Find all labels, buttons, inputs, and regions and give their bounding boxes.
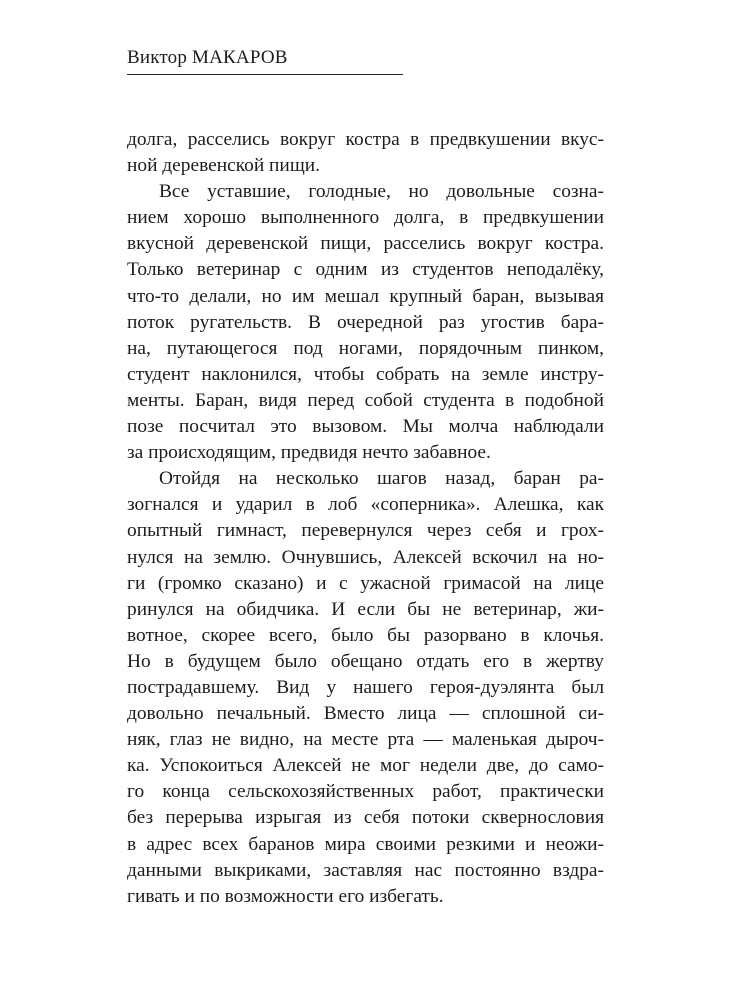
text-line: пострадавшему. Вид у нашего героя-дуэлянта был xyxy=(127,676,604,698)
running-head-author: Виктор МАКАРОВ xyxy=(127,47,288,68)
text-line: гивать и по возможности его избегать. xyxy=(127,885,444,907)
text-line: позе посчитал это вызовом. Мы молча наблюдали xyxy=(127,416,604,438)
text-line: вотное, скорее всего, было бы разорвано в клочья. xyxy=(127,624,604,646)
text-line: го конца сельскохозяйственных работ, практически xyxy=(127,781,604,803)
text-line: опытный гимнаст, перевернулся через себя и грох- xyxy=(127,520,604,542)
text-line: Но в будущем было обещано отдать его в жертву xyxy=(127,650,604,672)
body-text xyxy=(127,127,604,910)
text-line: Отойдя на несколько шагов назад, баран ра- xyxy=(159,468,604,490)
text-line: ка. Успокоиться Алексей не мог недели две, до само- xyxy=(127,755,604,777)
text-line: поток ругательств. В очередной раз угостив бара- xyxy=(127,311,604,333)
text-line: нием хорошо выполненного долга, в предвкушении xyxy=(127,207,604,229)
text-line: довольно печальный. Вместо лица — сплошной си- xyxy=(127,703,604,725)
text-line: нулся на землю. Очнувшись, Алексей вскочил на но- xyxy=(127,546,604,568)
text-line: данными выкриками, заставляя нас постоянно вздра- xyxy=(127,859,604,881)
text-line: няк, глаз не видно, на месте рта — маленькая дыроч- xyxy=(127,729,604,751)
text-line: менты. Баран, видя перед собой студента в подобной xyxy=(127,389,604,411)
text-line: студент наклонился, чтобы собрать на земле инстру- xyxy=(127,363,604,385)
text-line: на, путающегося под ногами, порядочным пинком, xyxy=(127,337,604,359)
text-line: в адрес всех баранов мира своими резкими и неожи- xyxy=(127,833,604,855)
text-line: зогнался и ударил в лоб «соперника». Алешка, как xyxy=(127,494,604,516)
text-line: долга, расселись вокруг костра в предвкушении вкус- xyxy=(127,129,604,150)
text-line: ги (громко сказано) и с ужасной гримасой на лице xyxy=(127,572,604,594)
running-head-rule xyxy=(127,74,403,75)
text-line: что-то делали, но им мешал крупный баран, вызывая xyxy=(127,285,604,307)
text-line: без перерыва изрыгая из себя потоки сквернословия xyxy=(127,807,604,829)
text-line: Только ветеринар с одним из студентов неподалёку, xyxy=(127,259,604,281)
text-line: за происходящим, предвидя нечто забавное. xyxy=(127,442,491,464)
text-line: Все уставшие, голодные, но довольные созна- xyxy=(159,181,604,203)
text-line: вкусной деревенской пищи, расселись вокруг костра. xyxy=(127,233,604,255)
text-line: ной деревенской пищи. xyxy=(127,155,320,177)
text-line: ринулся на обидчика. И если бы не ветеринар, жи- xyxy=(127,598,604,620)
